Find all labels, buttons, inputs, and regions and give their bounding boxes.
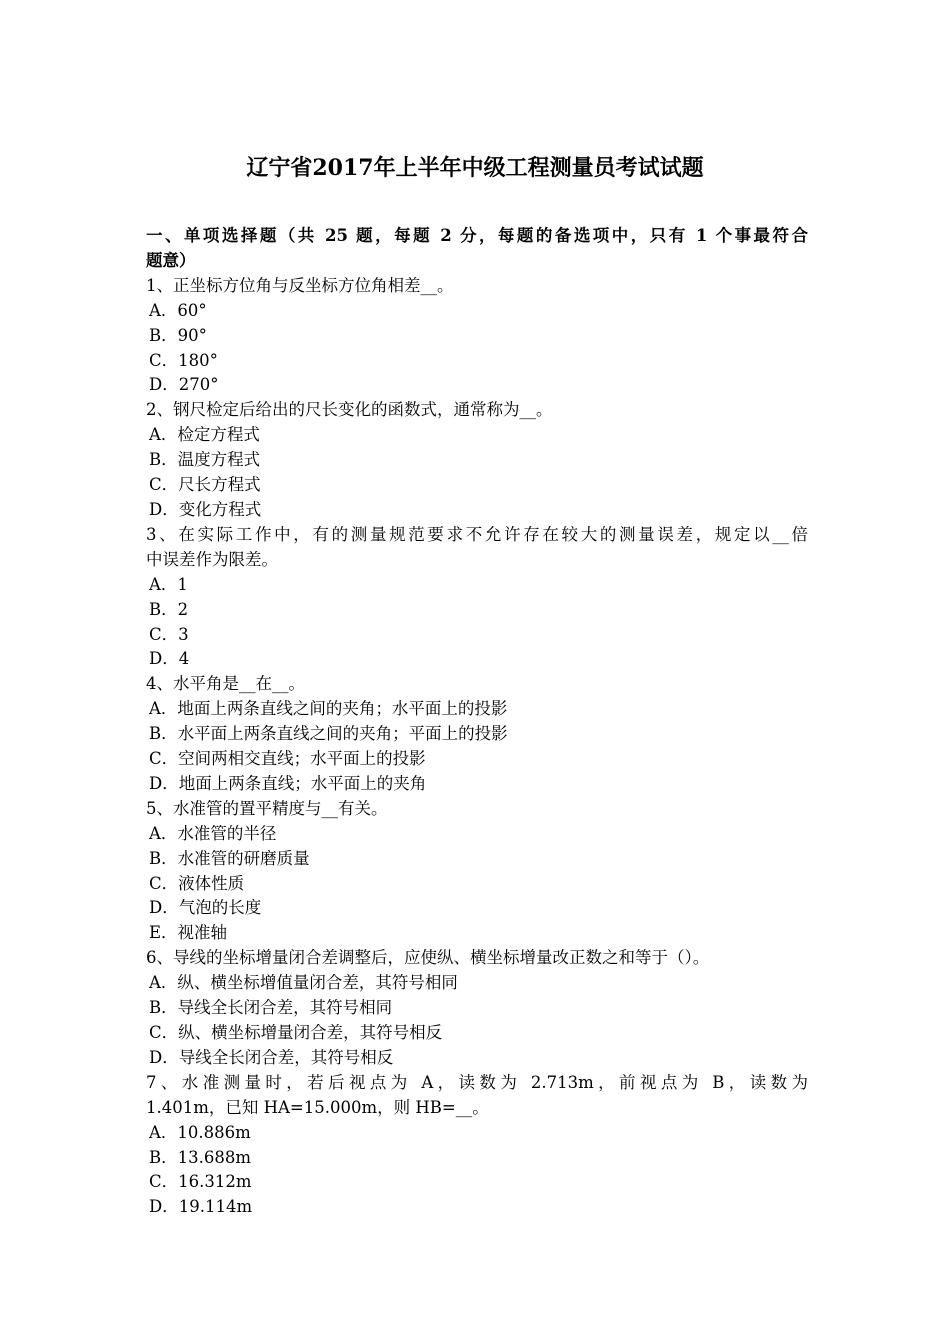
document-title: 辽宁省2017年上半年中级工程测量员考试试题 bbox=[246, 155, 704, 181]
answer-option: C．空间两相交直线；水平面上的投影 bbox=[149, 749, 426, 769]
answer-option: C．尺长方程式 bbox=[149, 475, 261, 495]
answer-option: B．90° bbox=[149, 325, 207, 345]
question-block bbox=[146, 274, 808, 399]
answer-option: B．水平面上两条直线之间的夹角；平面上的投影 bbox=[149, 724, 508, 744]
question-block bbox=[146, 523, 808, 672]
question-block bbox=[146, 672, 808, 797]
document-body bbox=[146, 224, 808, 1220]
answer-option: A．60° bbox=[149, 300, 207, 320]
answer-option: D．导线全长闭合差，其符号相反 bbox=[149, 1047, 394, 1067]
question-text: 4、水平角是__在__。 bbox=[146, 674, 305, 694]
answer-option: B．温度方程式 bbox=[149, 450, 261, 470]
answer-option: D．19.114m bbox=[149, 1197, 253, 1217]
question-text: 5、水准管的置平精度与__有关。 bbox=[146, 798, 388, 818]
answer-option: B．导线全长闭合差，其符号相同 bbox=[149, 998, 393, 1018]
answer-option: A．10.886m bbox=[149, 1122, 251, 1142]
answer-option: A．检定方程式 bbox=[149, 425, 260, 445]
answer-option: C．3 bbox=[149, 624, 189, 644]
answer-option: C．16.312m bbox=[149, 1172, 252, 1192]
answer-option: E．视准轴 bbox=[149, 923, 228, 943]
question-text: 中误差作为限差。 bbox=[146, 549, 278, 569]
answer-option: A．水准管的半径 bbox=[149, 823, 277, 843]
answer-option: C．180° bbox=[149, 350, 218, 370]
answer-option: B．2 bbox=[149, 599, 189, 619]
section-header-line: 一、单项选择题（共 25 题，每题 2 分，每题的备选项中，只有 1 个事最符合 bbox=[146, 226, 808, 245]
answer-option: B．13.688m bbox=[149, 1147, 252, 1167]
answer-option: D．变化方程式 bbox=[149, 499, 262, 519]
section-header-line: 题意） bbox=[146, 250, 196, 270]
answer-option: A．1 bbox=[149, 574, 188, 594]
answer-option: C．纵、横坐标增量闭合差，其符号相反 bbox=[149, 1023, 443, 1042]
answer-option: D．4 bbox=[149, 649, 190, 669]
question-block bbox=[146, 797, 808, 946]
question-text: 1.401m，已知 HA=15.000m，则 HB=__。 bbox=[146, 1097, 489, 1117]
answer-option: D．地面上两条直线；水平面上的夹角 bbox=[149, 773, 427, 793]
question-block bbox=[146, 398, 808, 523]
answer-option: A．地面上两条直线之间的夹角；水平面上的投影 bbox=[149, 699, 508, 719]
question-text: 1、正坐标方位角与反坐标方位角相差__。 bbox=[146, 275, 454, 295]
question-block bbox=[146, 946, 808, 1071]
answer-option: D．气泡的长度 bbox=[149, 898, 262, 918]
answer-option: A．纵、横坐标增值量闭合差，其符号相同 bbox=[149, 973, 458, 993]
answer-option: B．水准管的研磨质量 bbox=[149, 848, 310, 868]
question-text: 7、水准测量时，若后视点为 A，读数为 2.713m，前视点为 B，读数为 bbox=[146, 1072, 808, 1092]
question-text: 2、钢尺检定后给出的尺长变化的函数式，通常称为__。 bbox=[146, 400, 553, 420]
question-block bbox=[146, 1071, 808, 1220]
question-text: 3、在实际工作中，有的测量规范要求不允许存在较大的测量误差，规定以__倍 bbox=[146, 524, 808, 544]
answer-option: D．270° bbox=[149, 375, 219, 395]
answer-option: C．液体性质 bbox=[149, 873, 245, 893]
question-text: 6、导线的坐标增量闭合差调整后，应使纵、横坐标增量改正数之和等于（）。 bbox=[146, 948, 710, 968]
section-header bbox=[146, 224, 808, 274]
